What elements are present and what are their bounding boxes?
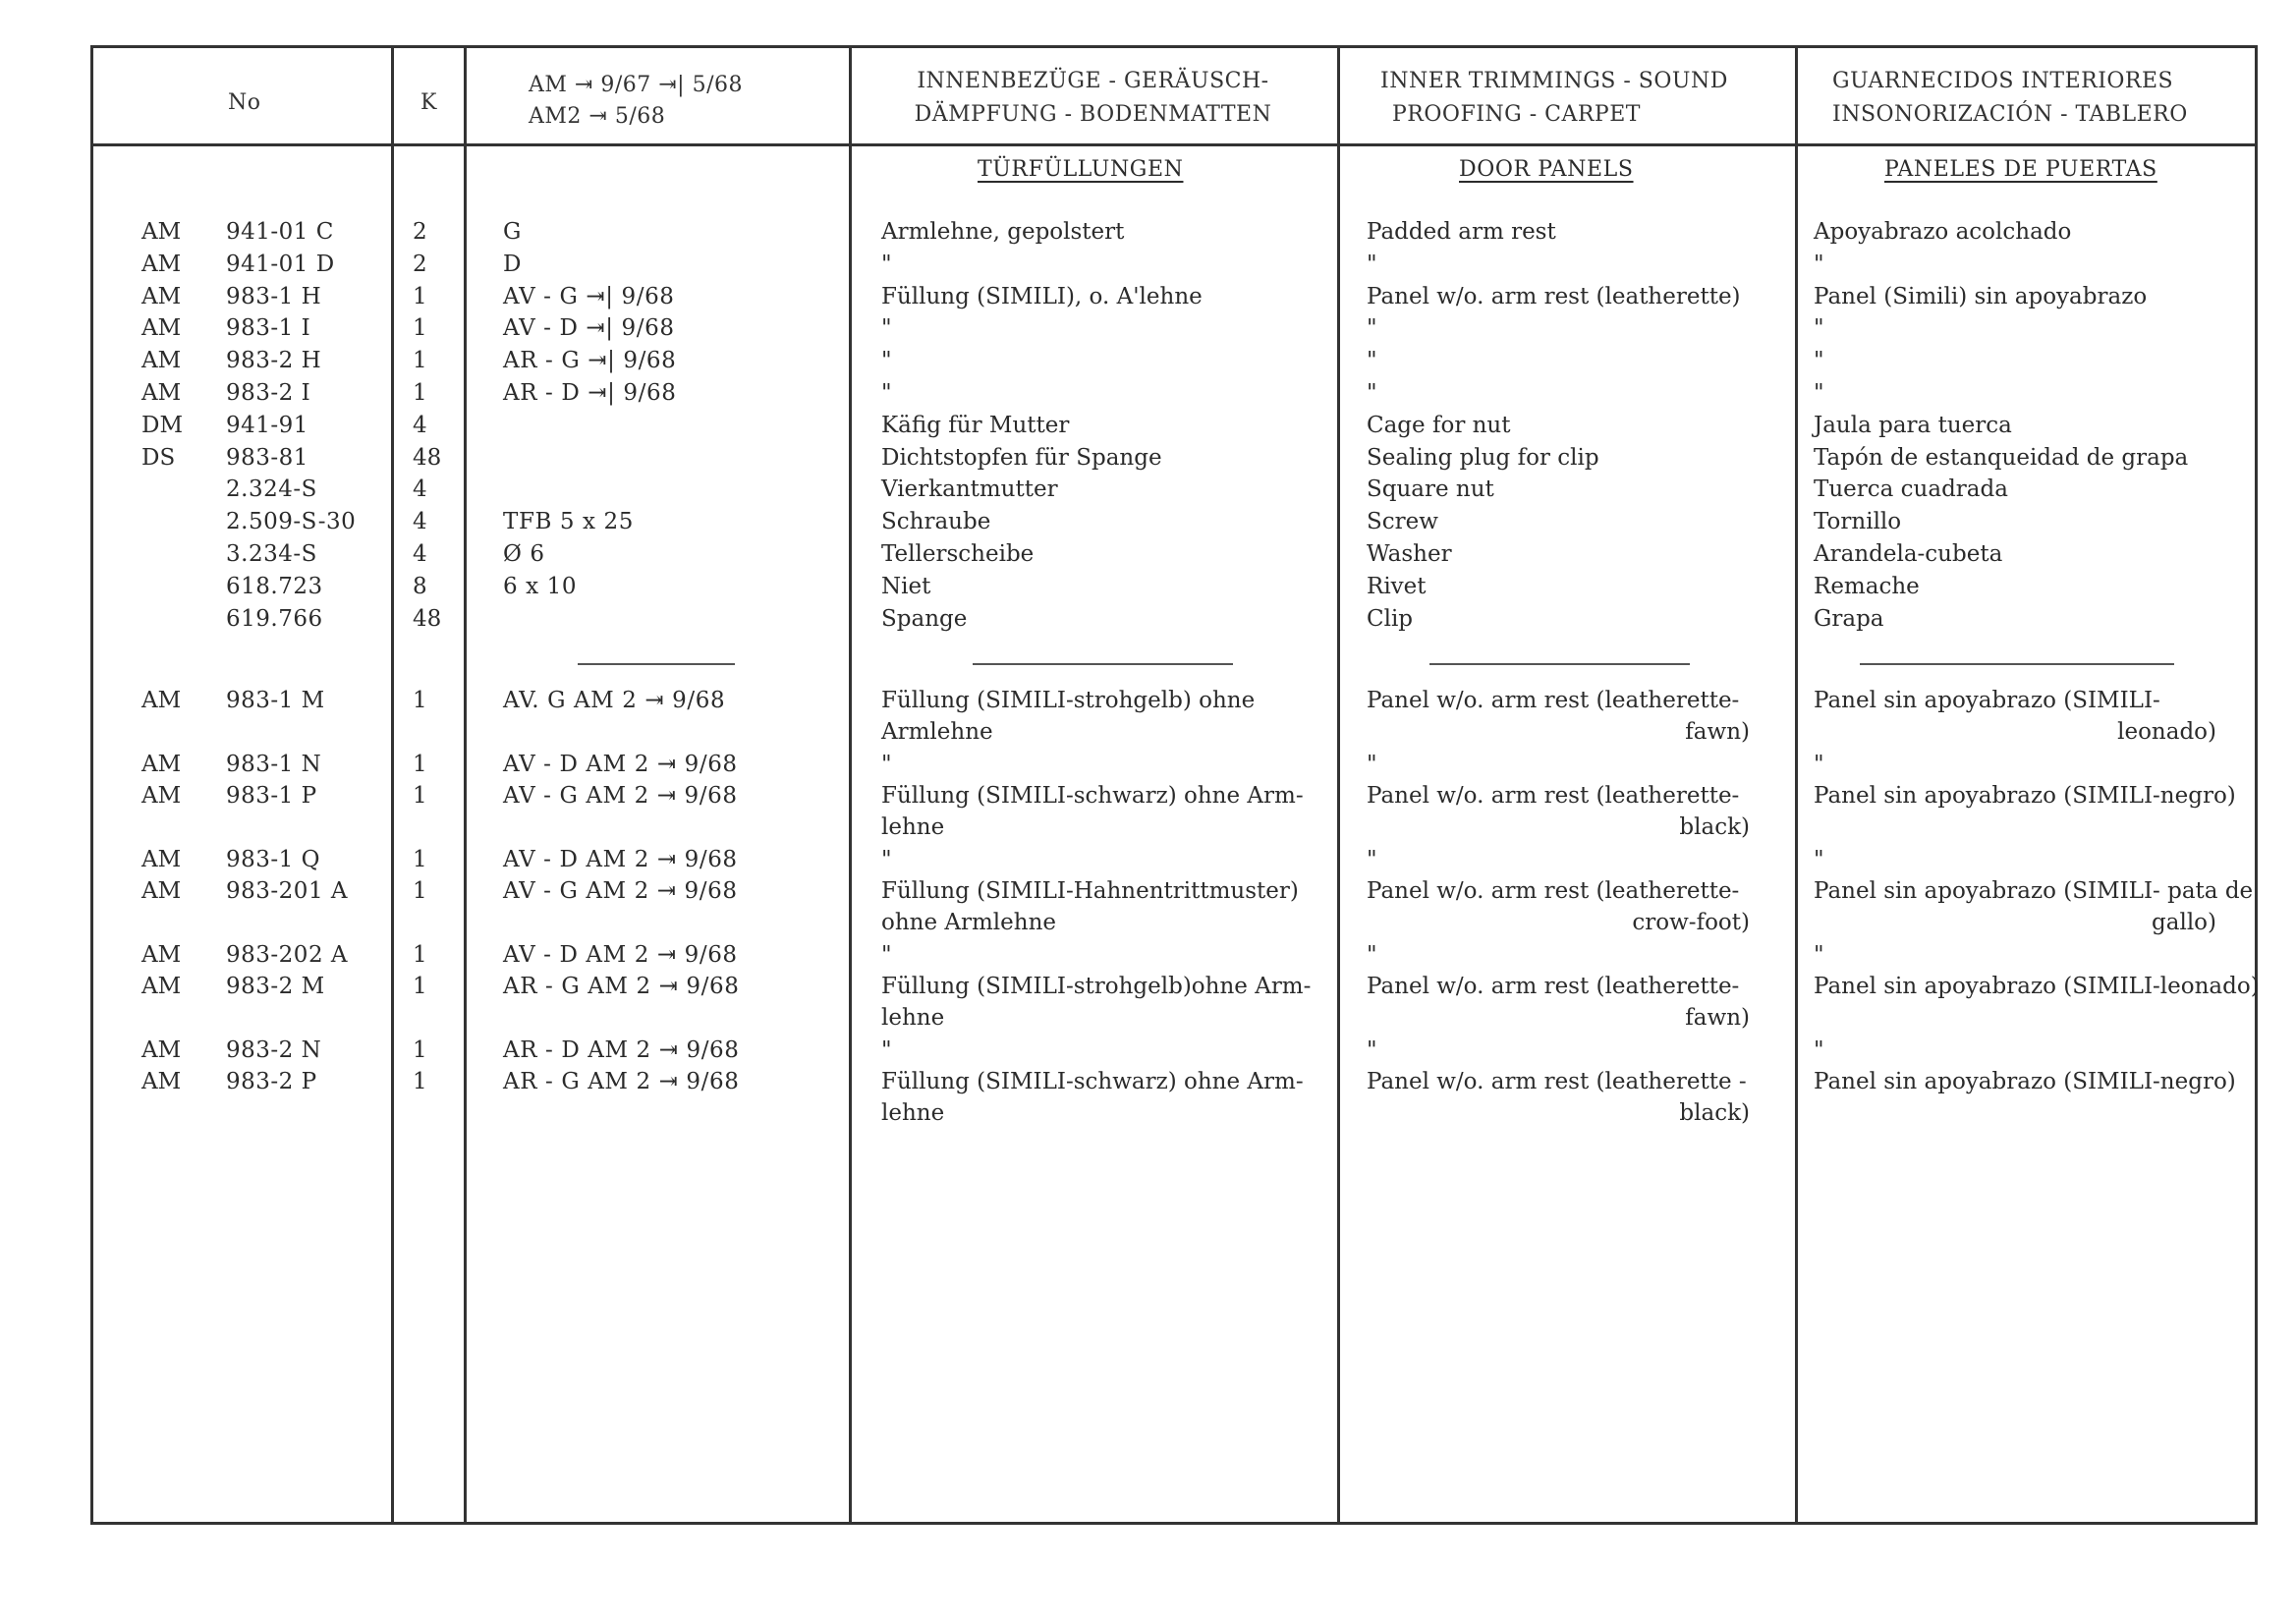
description-english: " — [1367, 348, 1377, 374]
table-row — [0, 1097, 2296, 1130]
quantity: 4 — [413, 541, 427, 567]
part-number: 619.766 — [226, 605, 323, 632]
description-german: Füllung (SIMILI), o. A'lehne — [881, 283, 1203, 309]
table-row — [0, 939, 2296, 972]
section-title-spanish: PANELES DE PUERTAS — [1884, 157, 2157, 182]
description-english: " — [1367, 1037, 1377, 1063]
quantity: 1 — [413, 942, 427, 968]
table-row — [0, 506, 2296, 538]
group-separator — [973, 663, 1233, 665]
part-prefix: AM — [141, 1037, 182, 1063]
description-german: " — [881, 847, 892, 872]
description-spanish: Panel sin apoyabrazo (SIMILI-negro) — [1814, 783, 2236, 809]
quantity: 1 — [413, 752, 427, 777]
header-divider — [90, 143, 2258, 146]
table-row — [0, 685, 2296, 717]
description-german: Schraube — [881, 509, 991, 535]
description-english: Cage for nut — [1367, 412, 1511, 438]
description-spanish: Tornillo — [1814, 509, 1902, 535]
description-german: Armlehne — [881, 719, 993, 745]
table-row — [0, 216, 2296, 249]
description-spanish: Panel sin apoyabrazo (SIMILI- pata de — [1814, 878, 2254, 904]
description-german: lehne — [881, 814, 945, 840]
table-row — [0, 571, 2296, 603]
part-number: 983-2 M — [226, 974, 325, 999]
description-spanish: Remache — [1814, 573, 1920, 599]
description-english-continued: black) — [1679, 814, 1750, 840]
quantity: 4 — [413, 476, 427, 503]
applicability: D — [503, 251, 523, 277]
description-german: Dichtstopfen für Spange — [881, 444, 1162, 471]
part-number: 618.723 — [226, 573, 323, 599]
table-row — [0, 844, 2296, 876]
applicability: AR - G ⇥| 9/68 — [503, 348, 677, 374]
description-spanish: " — [1814, 251, 1824, 277]
quantity: 1 — [413, 974, 427, 999]
part-prefix: AM — [141, 219, 182, 245]
description-english: " — [1367, 752, 1377, 777]
description-spanish: Panel (Simili) sin apoyabrazo — [1814, 283, 2148, 309]
section-title-english: DOOR PANELS — [1459, 157, 1634, 182]
description-german: " — [881, 315, 892, 342]
part-prefix: AM — [141, 283, 182, 309]
header-german-line1: INNENBEZÜGE - GERÄUSCH- — [917, 69, 1269, 93]
part-prefix: AM — [141, 688, 182, 713]
section-title-german: TÜRFÜLLUNGEN — [978, 157, 1184, 182]
header-english-line1: INNER TRIMMINGS - SOUND — [1380, 69, 1728, 93]
description-english: Screw — [1367, 509, 1438, 535]
part-number: 983-1 P — [226, 783, 317, 809]
quantity: 1 — [413, 1069, 427, 1094]
description-english: " — [1367, 847, 1377, 872]
part-number: 983-201 A — [226, 878, 348, 904]
table-row — [0, 875, 2296, 908]
table-row — [0, 1002, 2296, 1035]
description-english: " — [1367, 315, 1377, 342]
part-prefix: AM — [141, 251, 182, 277]
applicability: AV - G AM 2 ⇥ 9/68 — [503, 878, 738, 904]
description-german: Tellerscheibe — [881, 541, 1035, 567]
description-spanish: Apoyabrazo acolchado — [1814, 219, 2072, 245]
description-english-continued: fawn) — [1685, 1005, 1750, 1031]
quantity: 1 — [413, 315, 427, 342]
table-row — [0, 907, 2296, 939]
table-row — [0, 780, 2296, 812]
table-row — [0, 1035, 2296, 1067]
applicability: AR - G AM 2 ⇥ 9/68 — [503, 1069, 740, 1094]
header-no: No — [228, 90, 261, 115]
table-row — [0, 812, 2296, 844]
description-german: " — [881, 380, 892, 406]
description-english-continued: fawn) — [1685, 719, 1750, 745]
applicability: AV - G ⇥| 9/68 — [503, 283, 675, 309]
description-german: " — [881, 942, 892, 968]
part-prefix: DS — [141, 444, 176, 471]
header-english-line2: PROOFING - CARPET — [1392, 102, 1641, 127]
description-english: Sealing plug for clip — [1367, 444, 1599, 471]
description-english-continued: black) — [1679, 1100, 1750, 1126]
description-german: " — [881, 251, 892, 277]
description-spanish: " — [1814, 847, 1824, 872]
part-number: 983-1 H — [226, 283, 322, 309]
table-row — [0, 538, 2296, 571]
applicability: AV - D AM 2 ⇥ 9/68 — [503, 752, 738, 777]
description-german: Füllung (SIMILI-Hahnentrittmuster) — [881, 878, 1299, 904]
group-separator — [578, 663, 735, 665]
part-prefix: AM — [141, 878, 182, 904]
applicability: 6 x 10 — [503, 573, 578, 599]
part-number: 941-01 C — [226, 219, 334, 245]
applicability: Ø 6 — [503, 541, 545, 567]
description-spanish: " — [1814, 380, 1824, 406]
quantity: 1 — [413, 688, 427, 713]
part-number: 983-1 Q — [226, 847, 320, 872]
description-german: Füllung (SIMILI-strohgelb)ohne Arm- — [881, 974, 1312, 999]
table-row — [0, 345, 2296, 377]
applicability: AV - G AM 2 ⇥ 9/68 — [503, 783, 738, 809]
group-separator — [1429, 663, 1690, 665]
description-english-continued: crow-foot) — [1632, 910, 1750, 935]
part-prefix: AM — [141, 974, 182, 999]
quantity: 1 — [413, 847, 427, 872]
description-english: Panel w/o. arm rest (leatherette- — [1367, 974, 1740, 999]
description-spanish: Grapa — [1814, 605, 1884, 632]
group-separator — [1860, 663, 2174, 665]
description-spanish: " — [1814, 752, 1824, 777]
part-prefix: DM — [141, 412, 183, 438]
quantity: 1 — [413, 783, 427, 809]
description-german: Füllung (SIMILI-schwarz) ohne Arm- — [881, 783, 1304, 809]
description-german: " — [881, 348, 892, 374]
description-english: Panel w/o. arm rest (leatherette- — [1367, 688, 1740, 713]
applicability: AR - G AM 2 ⇥ 9/68 — [503, 974, 740, 999]
applicability: TFB 5 x 25 — [503, 509, 635, 535]
part-prefix: AM — [141, 348, 182, 374]
header-german-line2: DÄMPFUNG - BODENMATTEN — [914, 102, 1272, 127]
part-number: 983-1 M — [226, 688, 325, 713]
table-row — [0, 377, 2296, 410]
part-number: 941-01 D — [226, 251, 335, 277]
table-row — [0, 474, 2296, 506]
description-german: Füllung (SIMILI-schwarz) ohne Arm- — [881, 1069, 1304, 1094]
description-spanish: Tuerca cuadrada — [1814, 476, 2008, 503]
description-english: Panel w/o. arm rest (leatherette - — [1367, 1069, 1747, 1094]
quantity: 48 — [413, 444, 442, 471]
part-number: 3.234-S — [226, 541, 317, 567]
table-row — [0, 312, 2296, 345]
description-spanish: " — [1814, 1037, 1824, 1063]
part-prefix: AM — [141, 380, 182, 406]
quantity: 1 — [413, 348, 427, 374]
part-number: 983-1 N — [226, 752, 322, 777]
header-applicability-2: AM2 ⇥ 5/68 — [529, 104, 666, 129]
description-english: Panel w/o. arm rest (leatherette) — [1367, 283, 1741, 309]
part-prefix: AM — [141, 315, 182, 342]
part-prefix: AM — [141, 1069, 182, 1094]
part-number: 2.324-S — [226, 476, 317, 503]
description-english: " — [1367, 380, 1377, 406]
header-k: K — [420, 90, 437, 115]
description-german: " — [881, 752, 892, 777]
description-spanish: Tapón de estanqueidad de grapa — [1814, 444, 2189, 471]
part-number: 983-1 I — [226, 315, 311, 342]
description-german: Armlehne, gepolstert — [881, 219, 1125, 245]
description-spanish: Panel sin apoyabrazo (SIMILI-negro) — [1814, 1069, 2236, 1094]
table-row — [0, 971, 2296, 1003]
table-row — [0, 442, 2296, 475]
part-prefix: AM — [141, 752, 182, 777]
description-english: Square nut — [1367, 476, 1494, 503]
description-spanish: Panel sin apoyabrazo (SIMILI- — [1814, 688, 2160, 713]
part-number: 983-2 H — [226, 348, 322, 374]
description-english: Panel w/o. arm rest (leatherette- — [1367, 878, 1740, 904]
table-row — [0, 281, 2296, 313]
description-spanish: " — [1814, 942, 1824, 968]
table-row — [0, 410, 2296, 442]
part-number: 983-2 P — [226, 1069, 317, 1094]
part-number: 983-81 — [226, 444, 308, 471]
description-english: Rivet — [1367, 573, 1427, 599]
part-prefix: AM — [141, 783, 182, 809]
description-english: " — [1367, 942, 1377, 968]
header-spanish — [1832, 65, 2188, 132]
description-english: Padded arm rest — [1367, 219, 1556, 245]
part-number: 983-2 I — [226, 380, 311, 406]
description-spanish-continued: gallo) — [2152, 910, 2216, 935]
quantity: 8 — [413, 573, 427, 599]
applicability: AR - D AM 2 ⇥ 9/68 — [503, 1037, 740, 1063]
description-german: Füllung (SIMILI-strohgelb) ohne — [881, 688, 1256, 713]
header-applicability-1: AM ⇥ 9/67 ⇥| 5/68 — [529, 73, 743, 97]
table-row — [0, 1066, 2296, 1098]
quantity: 1 — [413, 283, 427, 309]
header-english — [1380, 65, 1728, 132]
header-german — [865, 65, 1321, 132]
description-german: Käfig für Mutter — [881, 412, 1070, 438]
quantity: 1 — [413, 878, 427, 904]
part-number: 2.509-S-30 — [226, 509, 357, 535]
applicability: AV - D AM 2 ⇥ 9/68 — [503, 942, 738, 968]
quantity: 2 — [413, 251, 427, 277]
applicability: AV - D AM 2 ⇥ 9/68 — [503, 847, 738, 872]
quantity: 4 — [413, 412, 427, 438]
header-spanish-line2: INSONORIZACIÓN - TABLERO — [1832, 102, 2188, 127]
description-german: lehne — [881, 1100, 945, 1126]
description-english: Washer — [1367, 541, 1452, 567]
description-german: " — [881, 1037, 892, 1063]
table-row — [0, 249, 2296, 281]
description-spanish: Jaula para tuerca — [1814, 412, 2012, 438]
quantity: 4 — [413, 509, 427, 535]
description-german: Niet — [881, 573, 931, 599]
description-spanish-continued: leonado) — [2117, 719, 2216, 745]
description-english: Clip — [1367, 605, 1414, 632]
table-row — [0, 603, 2296, 636]
header-spanish-line1: GUARNECIDOS INTERIORES — [1832, 69, 2174, 93]
part-prefix: AM — [141, 942, 182, 968]
description-german: lehne — [881, 1005, 945, 1031]
description-english: " — [1367, 251, 1377, 277]
description-spanish: " — [1814, 348, 1824, 374]
applicability: AV. G AM 2 ⇥ 9/68 — [503, 688, 726, 713]
description-english: Panel w/o. arm rest (leatherette- — [1367, 783, 1740, 809]
description-spanish: Arandela-cubeta — [1814, 541, 2003, 567]
description-german: Vierkantmutter — [881, 476, 1058, 503]
applicability: AR - D ⇥| 9/68 — [503, 380, 677, 406]
description-spanish: Panel sin apoyabrazo (SIMILI-leonado) — [1814, 974, 2260, 999]
applicability: AV - D ⇥| 9/68 — [503, 315, 675, 342]
part-prefix: AM — [141, 847, 182, 872]
description-german: Spange — [881, 605, 968, 632]
table-row — [0, 749, 2296, 781]
applicability: G — [503, 219, 522, 245]
description-german: ohne Armlehne — [881, 910, 1057, 935]
part-number: 941-91 — [226, 412, 308, 438]
part-number: 983-2 N — [226, 1037, 322, 1063]
quantity: 2 — [413, 219, 427, 245]
table-row — [0, 716, 2296, 749]
quantity: 48 — [413, 605, 442, 632]
description-spanish: " — [1814, 315, 1824, 342]
quantity: 1 — [413, 380, 427, 406]
part-number: 983-202 A — [226, 942, 348, 968]
quantity: 1 — [413, 1037, 427, 1063]
